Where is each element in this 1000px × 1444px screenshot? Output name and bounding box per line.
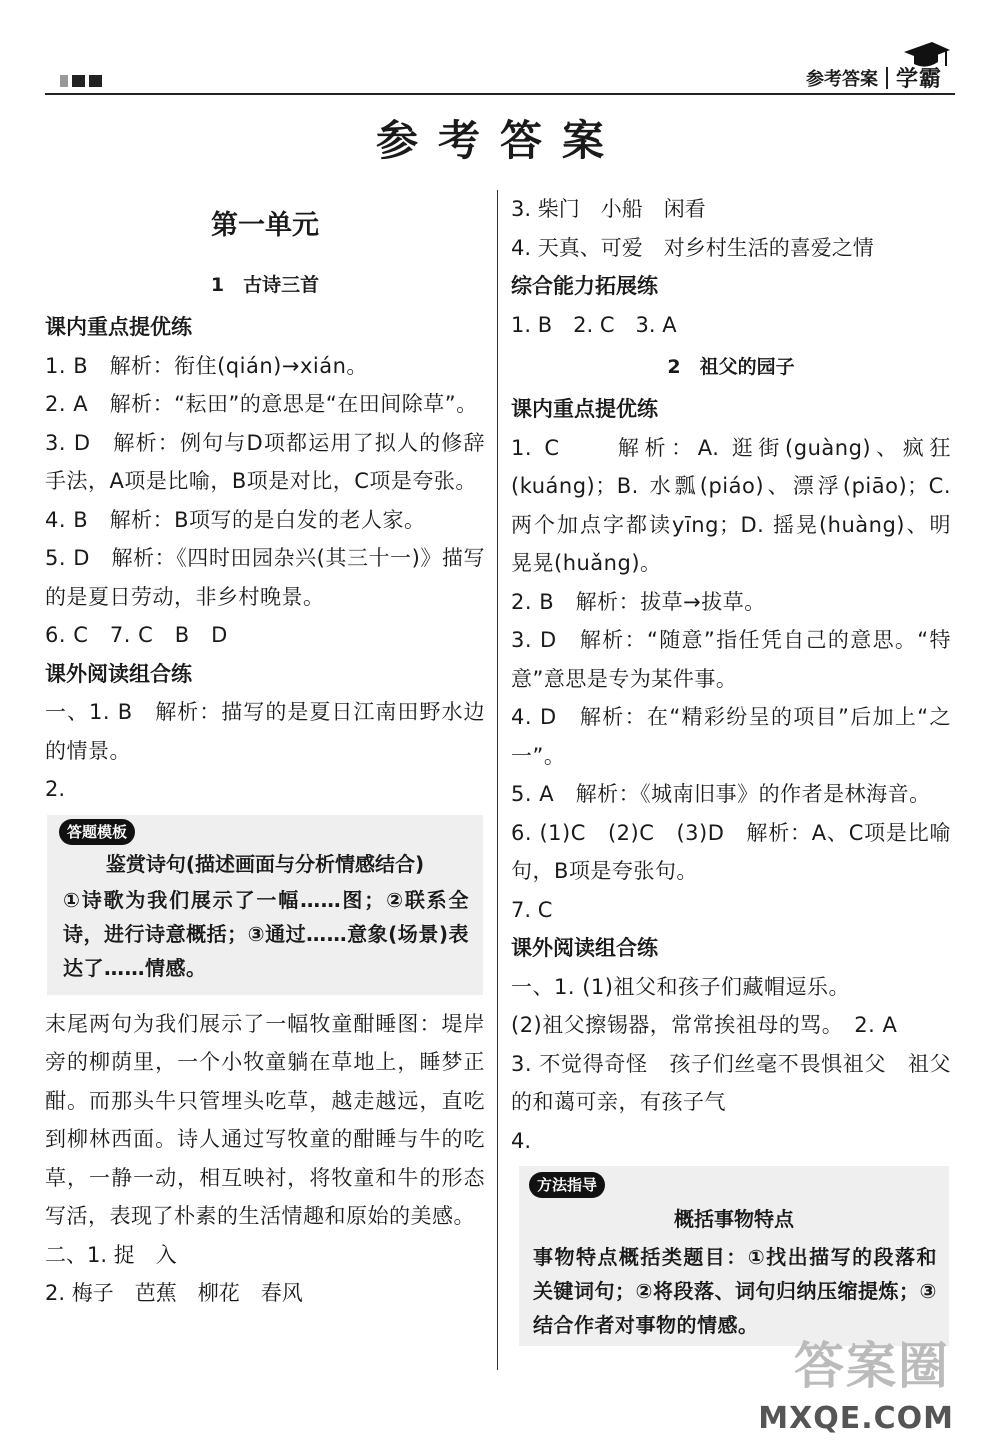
unit-title: 第一单元 (211, 210, 319, 241)
answer-item: 一、1. (1)祖父和孩子们藏帽逗乐。 (511, 974, 850, 999)
answer-item: 4. (511, 1128, 532, 1153)
method-tag: 方法指导 (529, 1172, 605, 1198)
answer-item: 2. A 解析：“耘田”的意思是“在田间除草”。 (45, 392, 478, 416)
lesson-title: 1 古诗三首 (210, 274, 320, 296)
answer-item: 2. (45, 777, 66, 801)
answer-item: 1. C 解析：A. 逛街(guàng)、疯狂(kuáng)；B. 水瓢(piáo)、漂浮(piāo)；C. 两个加点字都读yīng；D. 摇晃(huàng)、明晃晃(huǎng)。 (511, 435, 951, 575)
section-heading: 课内重点提优练 (511, 397, 658, 421)
answer-item: 1. B 解析：衔住(qián)→xián。 (45, 353, 368, 378)
brand-name: 学霸 (895, 67, 942, 92)
lesson-title: 2 祖父的园子 (667, 356, 795, 378)
answer-item: 6. (1)C (2)C (3)D 解析：A、C项是比喻句，B项是夸张句。 (511, 820, 951, 883)
right-column (511, 190, 951, 1346)
answer-item: 5. A 解析：《城南旧事》的作者是林海音。 (511, 782, 931, 806)
answer-item: 3. 不觉得奇怪 孩子们丝毫不畏惧祖父 祖父的和蔼可亲，有孩子气 (511, 1051, 951, 1114)
answer-item: 3. D 解析：例句与D项都运用了拟人的修辞手法，A项是比喻，B项是对比，C项是夸张。 (45, 430, 485, 493)
answer-item: 二、1. 捉 入 (45, 1242, 177, 1267)
answer-item: 1. B 2. C 3. A (511, 312, 677, 337)
method-heading: 概括事物特点 (674, 1207, 794, 1231)
answer-paragraph: 末尾两句为我们展示了一幅牧童酣睡图：堤岸旁的柳荫里，一个小牧童躺在草地上，睡梦正酣。而那头牛只管埋头吃草，越走越远，直吃到柳林西面。诗人通过写牧童的酣睡与牛的吃草，一静一动，相互映衬，将牧童和牛的形态写活，表现了朴素的生活情趣和原始的美感。 (45, 1011, 485, 1228)
template-body: ①诗歌为我们展示了一幅……图；②联系全诗，进行诗意概括；③通过……意象(场景)表达了……情感。 (63, 887, 469, 980)
header-rule (45, 93, 955, 95)
section-heading: 课外阅读组合练 (511, 936, 658, 960)
template-tag: 答题模板 (59, 819, 135, 845)
answer-item: 3. 柴门 小船 闲看 (511, 197, 706, 221)
section-label: 参考答案 (805, 68, 878, 90)
left-column (45, 190, 485, 1313)
graduation-cap-icon (902, 38, 952, 74)
answer-item: 7. C (511, 897, 553, 922)
method-guide-box (519, 1166, 949, 1346)
column-divider (497, 190, 498, 1370)
answer-item: 4. B 解析：B项写的是白发的老人家。 (45, 507, 426, 532)
answer-template-box (47, 815, 483, 995)
header-marks (60, 75, 102, 87)
template-heading: 鉴赏诗句(描述画面与分析情感结合) (105, 851, 425, 876)
answer-item: 2. 梅子 芭蕉 柳花 春风 (45, 1281, 303, 1305)
answer-item: 5. D 解析：《四时田园杂兴(其三十一)》描写的是夏日劳动，非乡村晚景。 (45, 546, 485, 609)
section-heading: 综合能力拓展练 (511, 274, 658, 298)
answer-item: 4. 天真、可爱 对乡村生活的喜爱之情 (511, 235, 874, 260)
section-heading: 课内重点提优练 (45, 315, 192, 339)
watermark-logo: 答案圈 (794, 1337, 950, 1395)
answer-item: 6. C 7. C B D (45, 623, 228, 647)
header-separator (886, 67, 888, 89)
watermark-site: MXQE.COM (758, 1401, 954, 1436)
header-mark (72, 75, 85, 87)
header-mark (89, 75, 102, 87)
answer-item: 4. D 解析：在“精彩纷呈的项目”后加上“之一”。 (511, 705, 951, 768)
answer-item: 一、1. B 解析：描写的是夏日江南田野水边的情景。 (45, 700, 485, 763)
answer-item: 2. B 解析：拔草→拔草。 (511, 589, 766, 614)
section-heading: 课外阅读组合练 (45, 661, 192, 686)
header-mark (60, 75, 68, 87)
page-title: 参考答案 (375, 116, 624, 165)
method-body: 事物特点概括类题目：①找出描写的段落和关键词句；②将段落、词句归纳压缩提炼；③结合作者对事物的情感。 (533, 1245, 937, 1337)
answer-item: (2)祖父擦锡器，常常挨祖母的骂。 2. A (511, 1013, 898, 1037)
answer-item: 3. D 解析：“随意”指任凭自己的意思。“特意”意思是专为某件事。 (511, 628, 951, 691)
